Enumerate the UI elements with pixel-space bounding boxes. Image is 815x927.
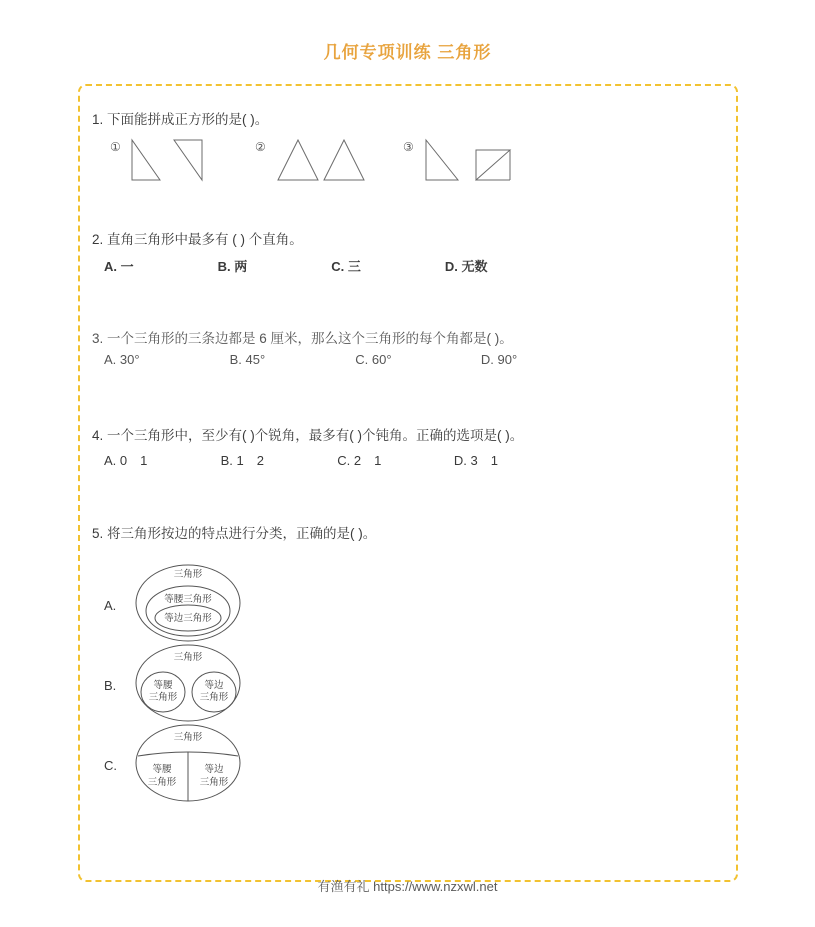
question-4-option-d[interactable]: D. 3 1: [453, 453, 498, 468]
figure-label-3: ③: [403, 140, 414, 154]
venn-a-text-2: 等腰三角形: [164, 594, 212, 605]
venn-b-text-3b: 三角形: [199, 692, 229, 703]
question-2-option-c[interactable]: C. 三: [331, 259, 361, 274]
question-4: [92, 426, 523, 446]
question-1-text: 下面能拼成正方形的是( )。: [107, 112, 269, 127]
question-1-number: 1.: [92, 112, 104, 127]
question-5-option-a-label[interactable]: A.: [104, 598, 117, 613]
question-3-number: 3.: [92, 331, 104, 346]
question-5-option-b-label[interactable]: B.: [104, 678, 117, 693]
question-1: [92, 110, 268, 130]
question-3-option-a[interactable]: A. 30°: [104, 352, 140, 367]
question-5-diagram-a[interactable]: [128, 562, 248, 644]
venn-c-text-2a: 等腰: [152, 764, 172, 775]
question-5: [92, 524, 376, 544]
figure-3-shapes: [420, 138, 540, 184]
question-5-diagrams: [100, 558, 400, 818]
question-4-options: [104, 450, 664, 469]
venn-c-text-2b: 三角形: [147, 777, 177, 788]
question-4-option-a[interactable]: A. 0 1: [104, 453, 148, 468]
venn-b-text-2a: 等腰: [153, 680, 173, 691]
question-3-text: 一个三角形的三条边都是 6 厘米，那么这个三角形的每个角都是( )。: [107, 331, 513, 346]
question-2-options: [104, 256, 664, 275]
question-2: [92, 230, 303, 250]
question-4-option-c[interactable]: C. 2 1: [337, 453, 382, 468]
figure-2-shapes: [272, 138, 382, 184]
question-5-text: 将三角形按边的特点进行分类，正确的是( )。: [107, 526, 377, 541]
figure-1-shapes: [126, 138, 226, 184]
question-2-option-d[interactable]: D. 无数: [444, 259, 488, 274]
question-2-text: 直角三角形中最多有 ( ) 个直角。: [107, 232, 303, 247]
page-title: 几何专项训练 三角形: [323, 43, 492, 62]
question-3-option-d[interactable]: D. 90°: [480, 352, 518, 367]
venn-c-text-3a: 等边: [204, 764, 224, 775]
question-5-diagram-b[interactable]: [128, 642, 248, 724]
question-3-option-c[interactable]: C. 60°: [355, 352, 392, 367]
venn-b-text-3a: 等边: [204, 680, 224, 691]
question-2-option-b[interactable]: B. 两: [217, 259, 248, 274]
question-1-figures: [100, 132, 660, 184]
question-3: [92, 329, 513, 349]
question-2-option-a[interactable]: A. 一: [104, 259, 134, 274]
venn-a-text-1: 三角形: [173, 569, 203, 580]
venn-c-text-3b: 三角形: [199, 777, 229, 788]
question-5-option-c-label[interactable]: C.: [104, 758, 117, 773]
figure-label-2: ②: [255, 140, 266, 154]
venn-b-text-2b: 三角形: [148, 692, 178, 703]
footer-watermark: 有渔有礼 https://www.nzxwl.net: [317, 879, 498, 894]
venn-c-text-1: 三角形: [173, 732, 203, 743]
figure-label-1: ①: [110, 140, 121, 154]
question-5-number: 5.: [92, 526, 104, 541]
venn-b-text-1: 三角形: [173, 652, 203, 663]
question-3-option-b[interactable]: B. 45°: [229, 352, 266, 367]
question-5-diagram-c[interactable]: [128, 722, 248, 804]
question-2-number: 2.: [92, 232, 104, 247]
question-4-option-b[interactable]: B. 1 2: [220, 453, 264, 468]
venn-a-text-3: 等边三角形: [164, 613, 212, 624]
question-4-text: 一个三角形中，至少有( )个锐角，最多有( )个钝角。正确的选项是( )。: [107, 428, 524, 443]
question-4-number: 4.: [92, 428, 104, 443]
question-3-options: [104, 352, 664, 367]
